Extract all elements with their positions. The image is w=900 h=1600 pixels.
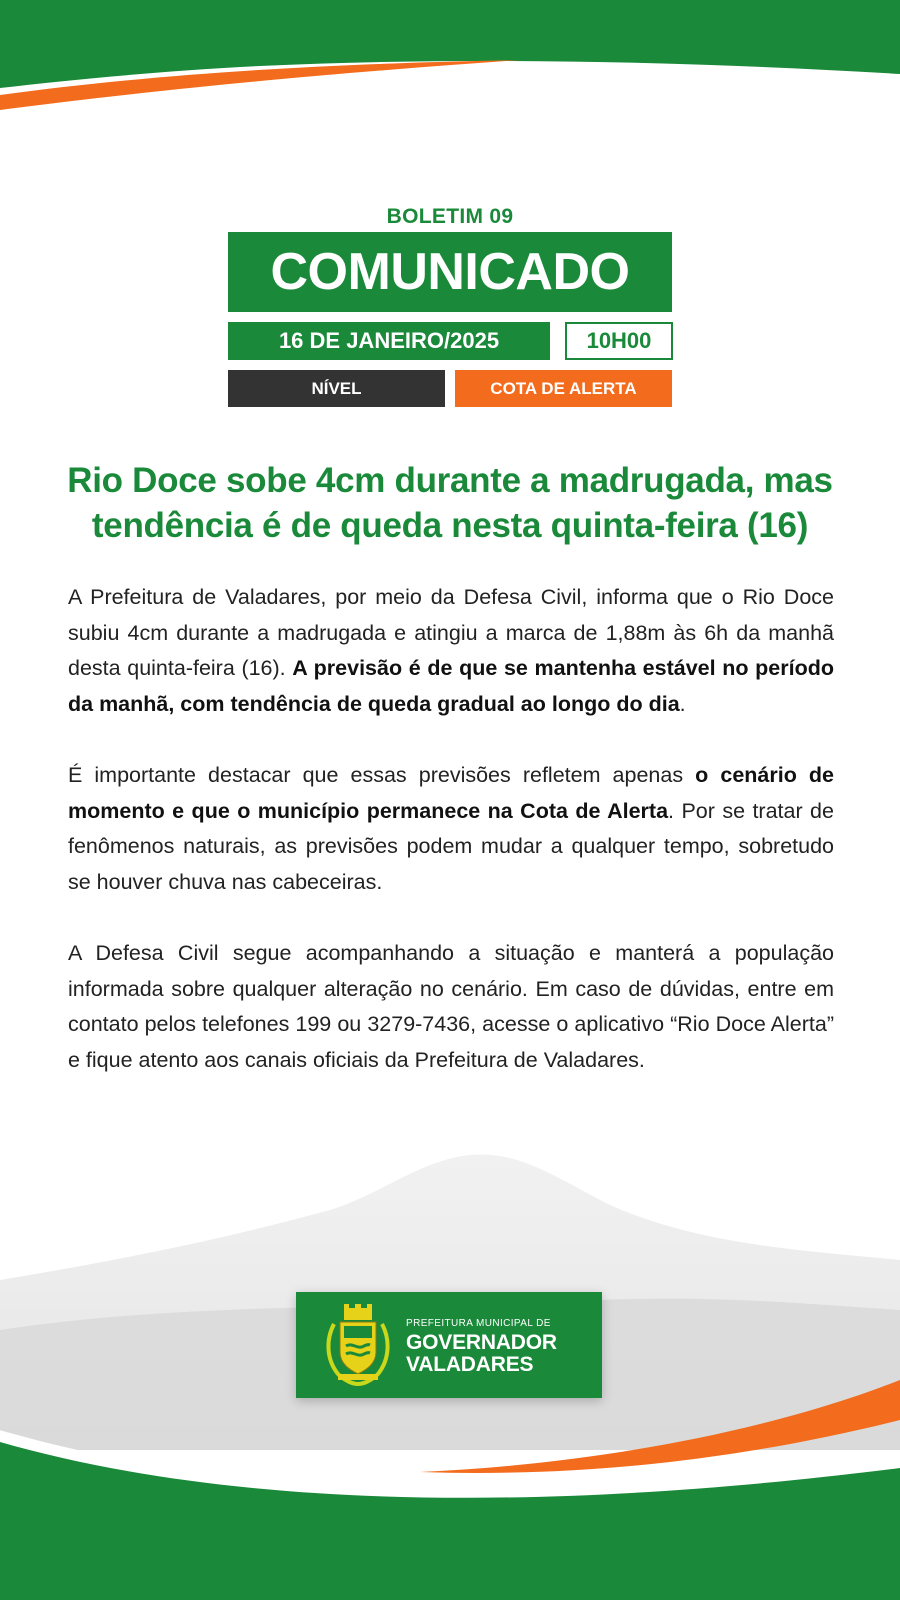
paragraph-2 xyxy=(68,758,834,900)
date-prefix: 16 DE JANEIRO/ xyxy=(278,328,451,353)
date-label xyxy=(228,322,550,360)
article-body xyxy=(68,580,834,1114)
time-label: 10H00 xyxy=(565,322,673,360)
paragraph-2-text: É importante destacar que essas previsões refletem apenas xyxy=(68,763,696,787)
coat-of-arms-icon xyxy=(324,1304,392,1386)
paragraph-2-text-end: . Por se tratar de fenômenos naturais, as previsões podem mudar a qualquer tempo, sobretudo se houver chuva nas cabeceiras. xyxy=(68,798,834,894)
paragraph-1-bold: A previsão é de que se mantenha estável no período da manhã, com tendência de queda gradual ao longo do dia xyxy=(68,656,834,716)
bulletin-number: BOLETIM 09 xyxy=(386,205,514,228)
logo-line-2: VALADARES xyxy=(406,1353,534,1376)
top-decorative-band xyxy=(0,0,900,130)
paragraph-1 xyxy=(68,580,834,722)
logo-line-1: GOVERNADOR xyxy=(406,1331,557,1354)
paragraph-2-bold: o cenário de momento e que o município permanece na Cota de Alerta xyxy=(68,763,835,823)
headline-line-2: tendência é de queda nesta quinta-feira (16) xyxy=(91,506,809,545)
announcement-title: COMUNICADO xyxy=(228,232,672,312)
city-hall-logo xyxy=(296,1292,602,1398)
headline-line-1: Rio Doce sobe 4cm durante a madrugada, mas xyxy=(67,461,833,500)
level-status-badge: COTA DE ALERTA xyxy=(455,370,672,407)
level-label: NÍVEL xyxy=(228,370,445,407)
paragraph-3: A Defesa Civil segue acompanhando a situação e manterá a população informada sobre qualquer alteração no cenário. Em caso de dúvidas, entre em contato pelos telefones 199 ou 3279-7436, acesse o aplicativo “Rio Doce Alerta” e fique atento aos canais oficiais da Prefeitura de Valadares. xyxy=(68,941,834,1072)
headline xyxy=(40,458,860,548)
paragraph-1-end: . xyxy=(679,691,686,716)
paragraph-1-text: A Prefeitura de Valadares, por meio da Defesa Civil, informa que o Rio Doce subiu 4cm durante a madrugada e atingiu a marca de 1,88m às 6h da manhã desta quinta-feira (16). xyxy=(68,585,834,680)
date-year: 2025 xyxy=(450,328,500,353)
logo-subtitle: PREFEITURA MUNICIPAL DE xyxy=(406,1318,551,1329)
